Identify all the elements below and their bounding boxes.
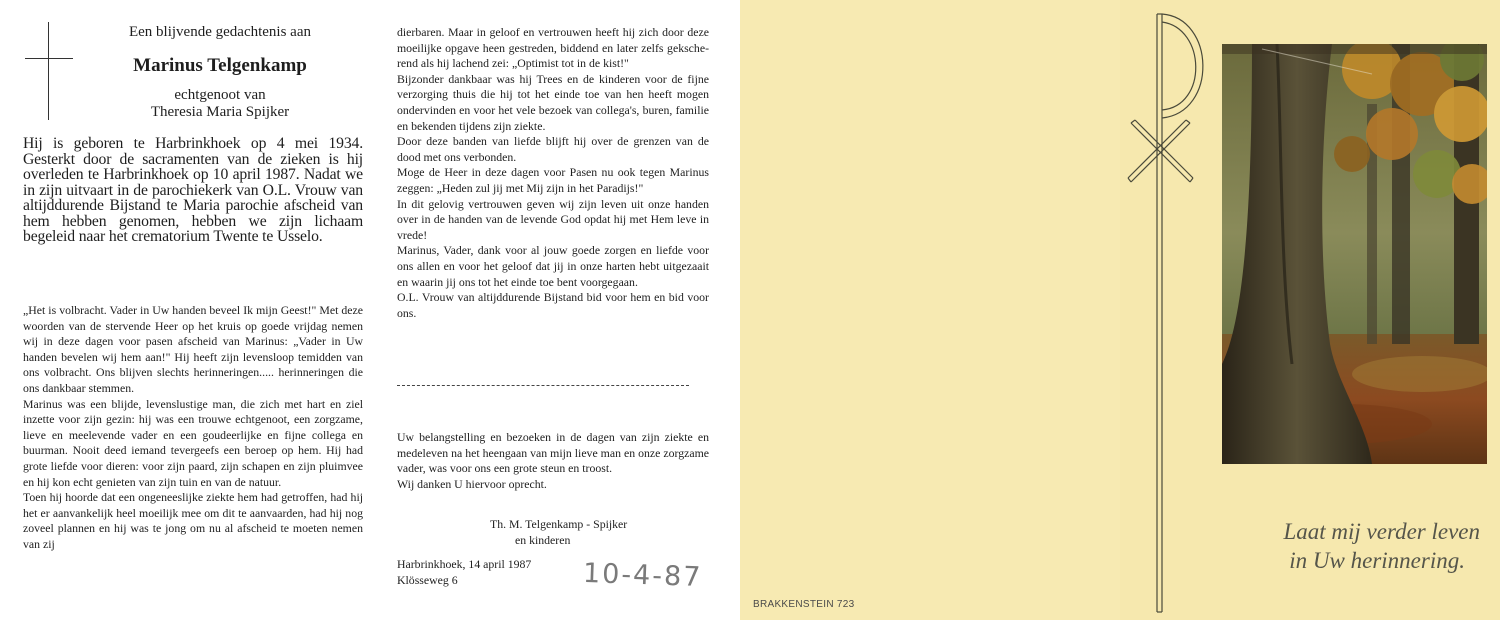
deceased-name: Marinus Telgenkamp <box>133 55 307 76</box>
spouse-name: Theresia Maria Spijker <box>150 104 290 120</box>
signature-family: en kinderen <box>515 533 571 547</box>
spouse-label: echtgenoot van <box>174 87 266 103</box>
card-back-cover <box>740 0 1120 620</box>
address: Klösseweg 6 <box>397 572 458 587</box>
card-page-right <box>370 0 740 620</box>
handwritten-date: 10-4-87 <box>582 557 703 594</box>
thanks-paragraph: Wij danken U hiervoor oprecht. <box>397 476 547 491</box>
memorial-paragraph: „Het is volbracht. Vader in Uw handen beveel Ik mijn Geest!" Met deze woorden van de stervende Heer op het kruis op goede vrijdag nemen wij in deze dagen voor pasen afscheid van Marinus: „Vader in Uw handen bevelen wij hem aan!" Hij heeft zijn levensloop temidden van ons volbracht. Ons blijven slechts herinneringen..... herinneringen die ons dankbaar stemmen. <box>23 303 363 395</box>
cross-icon <box>48 22 49 120</box>
memorial-paragraph: Toen hij hoorde dat een ongeneeslijke ziekte hem had getroffen, had hij het er aanvankelijk heel moeilijk mee om dit te aanvaarden, had hij nog zoveel plannen en hij was te jong om nu al afscheid te moeten nemen van zij <box>23 490 363 551</box>
memorial-paragraph: Bijzonder dankbaar was hij Trees en de kinderen voor de fijne verzorging thuis die hij tot het einde toe van hen heeft mogen ondervinden en voor het vele bezoek van collega's, buren, familie en bekenden tijdens zijn ziekte. <box>397 71 709 133</box>
memorial-header: Een blijvende gedachtenis aan <box>128 24 311 40</box>
signature-name: Th. M. Telgenkamp - Spijker <box>490 517 628 531</box>
dashed-divider <box>397 385 689 386</box>
memorial-paragraph: O.L. Vrouw van altijddurende Bijstand bid voor hem en bid voor ons. <box>397 290 709 320</box>
cross-icon-bar <box>25 58 73 59</box>
card-page-left <box>0 0 370 620</box>
publisher-label: BRAKKENSTEIN 723 <box>753 599 855 610</box>
memorial-paragraph: dierbaren. Maar in geloof en vertrouwen heeft hij zich door deze moeilijke opgave heen gestreden, biddend en later zelfs gekscherend als hij lachend zei: „Optimist tot in de kist!" <box>397 25 709 71</box>
motto-line-2: in Uw herinnering. <box>1289 548 1465 573</box>
memorial-text-continued <box>397 25 709 321</box>
autumn-forest-photo <box>1222 44 1487 464</box>
thanks-text <box>397 430 709 492</box>
memorial-text <box>23 303 363 553</box>
place-date-block <box>397 557 531 588</box>
memorial-paragraph: Marinus, Vader, dank voor al jouw goede zorgen en liefde voor ons allen en voor het geloof dat jij in onze harten hebt uitgezaait en waarin jij ons tot het einde toe bent voorgegaan. <box>397 243 709 289</box>
memorial-paragraph: Marinus was een blijde, levenslustige man, die zich met hart en ziel inzette voor zijn gezin: hij was een trouwe echtgenoot, een zorgzame, lieve en meelevende vader en een goudeerlijke en fijne collega en buurman. Nooit deed iemand tevergeefs een beroep op hem. Hij had grote liefde voor dieren: voor zijn paard, zijn schapen en zijn pluimvee en hij kon echt genieten van zijn tuin en van de natuur. <box>23 396 363 489</box>
place-date: Harbrinkhoek, 14 april 1987 <box>397 557 532 571</box>
thanks-paragraph: Uw belangstelling en bezoeken in de dagen van zijn ziekte en medeleven na het heengaan van mijn lieve man en onze zorgzame vader, was voor ons een grote steun en troost. <box>397 430 709 476</box>
memorial-paragraph: In dit gelovig vertrouwen geven wij zijn leven uit onze handen over in de handen van de levende God opdat hij met Hem leve in vrede! <box>397 196 709 242</box>
motto-line-1: Laat mij verder leven <box>1283 519 1480 544</box>
biography-text: Hij is geboren te Harbrinkhoek op 4 mei 1934. Gesterkt door de sacramenten van de zieken is hij overleden te Harbrinkhoek op 10 april 1987. Nadat we in zijn uitvaart in de parochiekerk van O.L. Vrouw van altijddurende Bijstand te Maria parochie afscheid van hem hebben genomen, hebben we zijn lichaam begeleid naar het crematorium Twente te Usselo. <box>23 135 363 245</box>
memorial-paragraph: Moge de Heer in deze dagen voor Pasen nu ook tegen Marinus zeggen: „Heden zul jij met Mij zijn in het Paradijs!" <box>397 165 709 195</box>
card-front-cover <box>1120 0 1500 620</box>
memorial-paragraph: Door deze banden van liefde blijft hij over de grenzen van de dood met ons verbonden. <box>397 134 709 164</box>
